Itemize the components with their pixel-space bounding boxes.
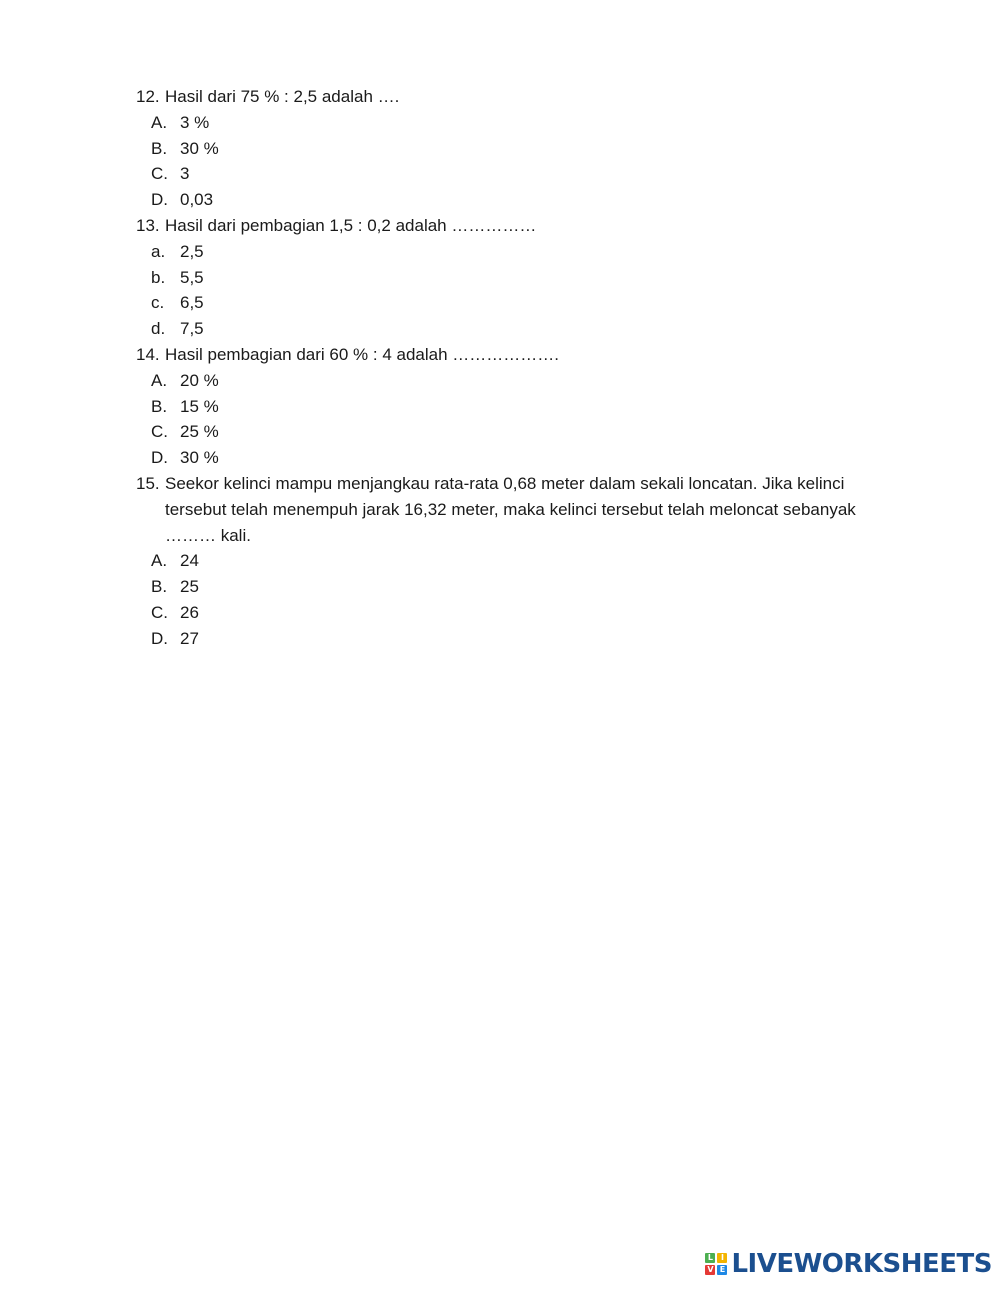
option-text: 25 % <box>180 422 219 442</box>
option-text: 3 % <box>180 112 210 132</box>
mark-cell: V <box>707 1265 714 1274</box>
option-text: 25 <box>180 577 199 597</box>
option-letter: c. <box>151 293 165 313</box>
option-item[interactable] <box>136 368 896 394</box>
option-item[interactable] <box>136 419 896 445</box>
question-number: 13. <box>136 215 160 235</box>
question-text: Seekor kelinci mampu menjangkau rata-rata 0,68 meter dalam sekali loncatan. Jika kelinci tersebut telah menempuh jarak 16,32 meter, maka kelinci tersebut telah meloncat sebanyak ……… kali. <box>165 473 856 545</box>
option-text: 30 % <box>180 448 219 468</box>
option-item[interactable] <box>136 316 896 342</box>
question-number: 12. <box>136 87 160 106</box>
question-text: Hasil dari pembagian 1,5 : 0,2 adalah …………… <box>165 215 537 235</box>
option-item[interactable] <box>136 394 896 420</box>
mark-cell: E <box>717 1265 727 1275</box>
mark-cell: L <box>705 1253 715 1263</box>
option-list <box>136 548 896 651</box>
option-item[interactable] <box>136 445 896 471</box>
option-text: 27 <box>180 628 199 648</box>
option-item[interactable] <box>136 290 896 316</box>
option-text: 20 % <box>180 370 219 390</box>
option-text: 7,5 <box>180 319 204 339</box>
option-text: 30 % <box>180 138 219 158</box>
option-letter: d. <box>151 319 166 339</box>
option-text: 2,5 <box>180 241 204 261</box>
option-list <box>136 110 896 213</box>
option-letter: B. <box>151 396 168 416</box>
question-number: 15. <box>136 473 160 493</box>
option-text: 0,03 <box>180 190 214 210</box>
question-15 <box>136 471 896 652</box>
question-14 <box>136 342 896 471</box>
liveworksheets-logo <box>705 1249 992 1279</box>
option-letter: b. <box>151 267 166 287</box>
question-line <box>136 342 896 368</box>
option-letter: D. <box>151 448 168 468</box>
option-text: 15 % <box>180 396 219 416</box>
option-item[interactable] <box>136 574 896 600</box>
question-text: Hasil dari 75 % : 2,5 adalah …. <box>165 87 400 106</box>
option-letter: B. <box>151 577 168 597</box>
option-letter: D. <box>151 190 168 210</box>
option-item[interactable] <box>136 265 896 291</box>
question-13 <box>136 213 896 342</box>
question-list <box>136 84 896 652</box>
question-number: 14. <box>136 344 160 364</box>
option-item[interactable] <box>136 626 896 652</box>
option-item[interactable] <box>136 161 896 187</box>
option-letter: a. <box>151 241 166 261</box>
option-text: 24 <box>180 551 199 571</box>
liveworksheets-mark-icon <box>705 1253 727 1275</box>
question-line <box>136 213 896 239</box>
option-letter: D. <box>151 628 168 648</box>
option-letter: B. <box>151 138 168 158</box>
question-line <box>136 471 896 548</box>
option-item[interactable] <box>136 110 896 136</box>
option-item[interactable] <box>136 187 896 213</box>
option-text: 3 <box>180 164 190 184</box>
mark-cell: I <box>717 1253 727 1263</box>
option-letter: C. <box>151 602 168 622</box>
option-item[interactable] <box>136 239 896 265</box>
option-text: 26 <box>180 602 199 622</box>
option-item[interactable] <box>136 600 896 626</box>
option-letter: A. <box>151 551 168 571</box>
question-text: Hasil pembagian dari 60 % : 4 adalah ………………. <box>165 344 560 364</box>
option-item[interactable] <box>136 136 896 162</box>
option-text: 6,5 <box>180 293 204 313</box>
option-letter: A. <box>151 370 168 390</box>
option-item[interactable] <box>136 548 896 574</box>
question-line <box>136 84 896 110</box>
option-letter: C. <box>151 422 168 442</box>
option-letter: A. <box>151 112 168 132</box>
brand-name: LIVEWORKSHEETS <box>731 1249 992 1279</box>
option-list <box>136 239 896 342</box>
option-text: 5,5 <box>180 267 204 287</box>
option-list <box>136 368 896 471</box>
question-12 <box>136 84 896 213</box>
option-letter: C. <box>151 164 168 184</box>
